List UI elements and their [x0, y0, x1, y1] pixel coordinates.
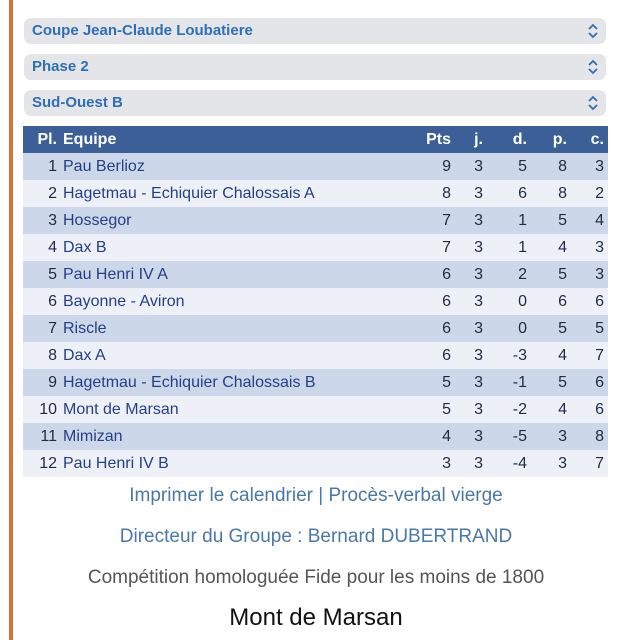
cell-p: 4 [529, 342, 569, 369]
cell-c: 8 [569, 423, 608, 450]
table-row [23, 315, 608, 342]
header-c: c. [569, 126, 608, 153]
cell-pts: 5 [413, 369, 451, 396]
cell-pts: 5 [413, 396, 451, 423]
cell-j: 3 [451, 450, 485, 477]
standings-table-wrapper [23, 126, 608, 477]
cell-j: 3 [451, 342, 485, 369]
header-d: d. [485, 126, 529, 153]
print-calendar-link[interactable]: Imprimer le calendrier [129, 485, 313, 506]
cell-p: 6 [529, 288, 569, 315]
cell-j: 3 [451, 369, 485, 396]
cell-c: 6 [569, 369, 608, 396]
cell-p: 5 [529, 207, 569, 234]
cell-c: 6 [569, 396, 608, 423]
table-row [23, 180, 608, 207]
team-name-link[interactable]: Hagetmau - Echiquier Chalossais A [59, 180, 413, 207]
cell-p: 3 [529, 450, 569, 477]
cell-pl: 2 [23, 180, 59, 207]
cell-d: 2 [485, 261, 529, 288]
cell-pts: 7 [413, 234, 451, 261]
team-name-link[interactable]: Mont de Marsan [59, 396, 413, 423]
cell-pl: 7 [23, 315, 59, 342]
cell-pts: 6 [413, 261, 451, 288]
cell-d: 6 [485, 180, 529, 207]
cell-j: 3 [451, 180, 485, 207]
cell-c: 7 [569, 342, 608, 369]
cell-j: 3 [451, 234, 485, 261]
updown-chevron-icon [586, 58, 600, 76]
cell-c: 2 [569, 180, 608, 207]
cell-c: 3 [569, 153, 608, 180]
homologation-note: Compétition homologuée Fide pour les moins de 1800 [87, 567, 545, 588]
team-name-link[interactable]: Dax B [59, 234, 413, 261]
team-name-link[interactable]: Hagetmau - Echiquier Chalossais B [59, 369, 413, 396]
updown-chevron-icon [586, 22, 600, 40]
cell-c: 7 [569, 450, 608, 477]
cell-pts: 6 [413, 315, 451, 342]
cell-pl: 8 [23, 342, 59, 369]
cell-j: 3 [451, 315, 485, 342]
team-name-link[interactable]: Dax A [59, 342, 413, 369]
cell-j: 3 [451, 396, 485, 423]
city-title: Mont de Marsan [229, 604, 403, 631]
competition-select[interactable] [24, 18, 606, 44]
cell-c: 6 [569, 288, 608, 315]
footer-links [0, 485, 632, 507]
team-name-link[interactable]: Pau Henri IV B [59, 450, 413, 477]
cell-pts: 7 [413, 207, 451, 234]
phase-select-value: Phase 2 [32, 58, 89, 75]
standings-table [23, 126, 608, 477]
header-p: p. [529, 126, 569, 153]
cell-c: 3 [569, 261, 608, 288]
competition-select-value: Coupe Jean-Claude Loubatiere [32, 22, 253, 39]
header-pl: Pl. [23, 126, 59, 153]
blank-report-link[interactable]: Procès-verbal vierge [328, 485, 503, 506]
cell-p: 3 [529, 423, 569, 450]
cell-d: -3 [485, 342, 529, 369]
cell-p: 4 [529, 396, 569, 423]
cell-pl: 6 [23, 288, 59, 315]
header-team: Equipe [59, 126, 413, 153]
cell-pl: 10 [23, 396, 59, 423]
table-row [23, 153, 608, 180]
cell-pts: 6 [413, 288, 451, 315]
table-header-row [23, 126, 608, 153]
cell-j: 3 [451, 207, 485, 234]
cell-d: 5 [485, 153, 529, 180]
cell-j: 3 [451, 288, 485, 315]
team-name-link[interactable]: Hossegor [59, 207, 413, 234]
cell-pl: 3 [23, 207, 59, 234]
cell-c: 5 [569, 315, 608, 342]
table-row [23, 369, 608, 396]
table-row [23, 261, 608, 288]
cell-pts: 3 [413, 450, 451, 477]
cell-j: 3 [451, 153, 485, 180]
standings-body [23, 153, 608, 477]
team-name-link[interactable]: Mimizan [59, 423, 413, 450]
group-director: Directeur du Groupe : Bernard DUBERTRAND [119, 526, 513, 547]
cell-pts: 4 [413, 423, 451, 450]
cell-d: -1 [485, 369, 529, 396]
cell-d: 1 [485, 207, 529, 234]
cell-d: 0 [485, 315, 529, 342]
cell-p: 5 [529, 315, 569, 342]
cell-pl: 4 [23, 234, 59, 261]
group-select[interactable] [24, 90, 606, 116]
team-name-link[interactable]: Pau Berlioz [59, 153, 413, 180]
link-separator: | [312, 485, 329, 506]
team-name-link[interactable]: Riscle [59, 315, 413, 342]
cell-pts: 8 [413, 180, 451, 207]
cell-p: 8 [529, 180, 569, 207]
cell-d: -2 [485, 396, 529, 423]
cell-d: 1 [485, 234, 529, 261]
table-row [23, 396, 608, 423]
cell-pts: 6 [413, 342, 451, 369]
cell-d: 0 [485, 288, 529, 315]
cell-p: 8 [529, 153, 569, 180]
updown-chevron-icon [586, 94, 600, 112]
cell-p: 5 [529, 369, 569, 396]
cell-pts: 9 [413, 153, 451, 180]
table-row [23, 288, 608, 315]
team-name-link[interactable]: Bayonne - Aviron [59, 288, 413, 315]
table-row [23, 234, 608, 261]
cell-j: 3 [451, 423, 485, 450]
cell-c: 4 [569, 207, 608, 234]
cell-pl: 11 [23, 423, 59, 450]
cell-c: 3 [569, 234, 608, 261]
cell-pl: 5 [23, 261, 59, 288]
table-row [23, 207, 608, 234]
cell-d: -5 [485, 423, 529, 450]
cell-pl: 12 [23, 450, 59, 477]
phase-select[interactable] [24, 54, 606, 80]
table-row [23, 450, 608, 477]
cell-d: -4 [485, 450, 529, 477]
cell-p: 4 [529, 234, 569, 261]
cell-pl: 1 [23, 153, 59, 180]
group-select-value: Sud-Ouest B [32, 94, 123, 111]
cell-j: 3 [451, 261, 485, 288]
table-row [23, 342, 608, 369]
table-row [23, 423, 608, 450]
cell-pl: 9 [23, 369, 59, 396]
header-j: j. [451, 126, 485, 153]
team-name-link[interactable]: Pau Henri IV A [59, 261, 413, 288]
header-pts: Pts [413, 126, 451, 153]
cell-p: 5 [529, 261, 569, 288]
